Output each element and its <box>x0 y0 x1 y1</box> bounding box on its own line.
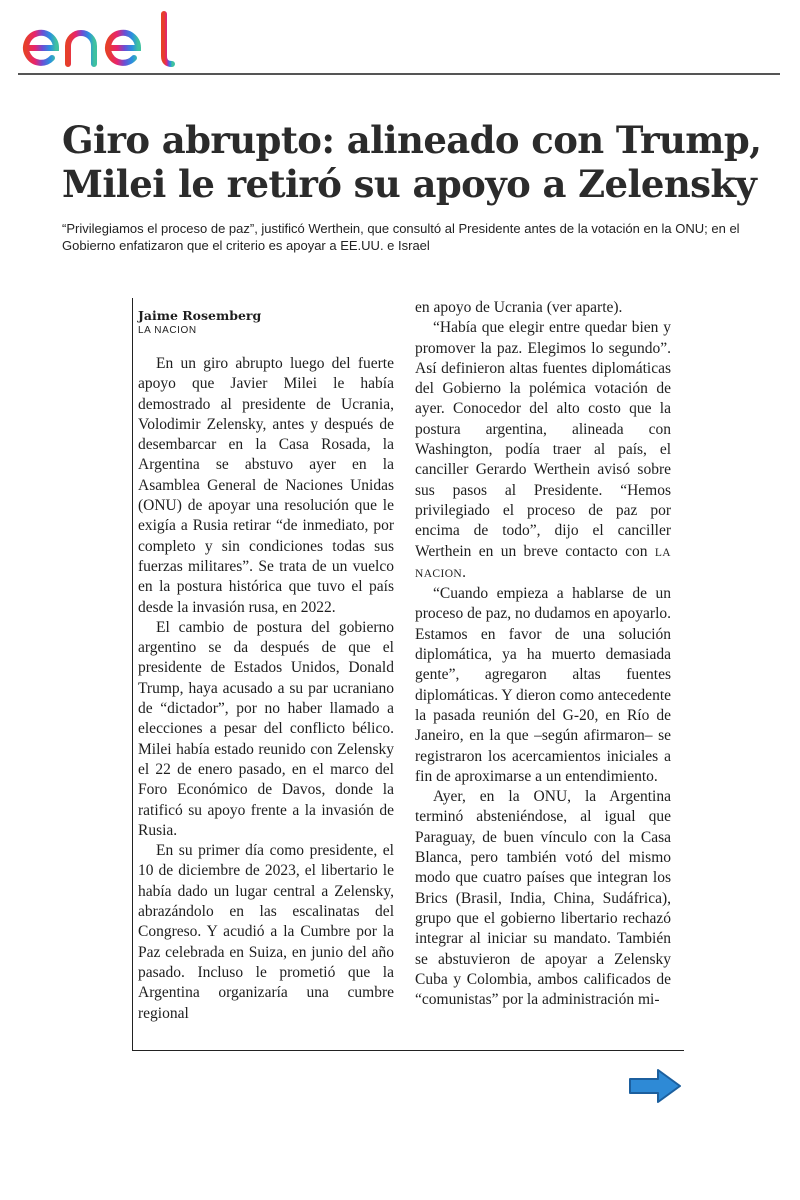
paragraph: en apoyo de Ucrania (ver aparte). <box>415 299 623 316</box>
paragraph: “Había que elegir entre quedar bien y promover la paz. Elegimos lo segundo”. Así definieron altas fuentes diplomáticas del Gobierno la polémica votación de ayer. Conocedor del alto costo que la postura argentina, alineada con Washington, podía traer al país, el canciller Gerardo Werthein avisó sobre sus pasos al Presidente. “Hemos privilegiado el proceso de paz por encima de todo”, dijo el canciller Werthein en un breve contacto con LA NACION. <box>415 319 672 581</box>
headline <box>62 118 762 206</box>
paragraph: “Cuando empieza a hablarse de un proceso de paz, no dudamos en apoyarlo. Estamos en favor de una solución diplomática, ya ha muerto demasiada gente”, agregaron altas fuentes diplomáticas. Y dieron como antecedente la pasada reunión del G-20, en Río de Janeiro, en la que –según afirmaron– se registraron los acercamientos iniciales a fin de aproximarse a un entendimiento. <box>415 585 671 785</box>
subtitle: “Privilegiamos el proceso de paz”, justificó Werthein, que consultó al Presidente antes de la votación en la ONU; en el Gobierno enfatizaron que el criterio es apoyar a EE.UU. e Israel <box>62 221 740 253</box>
byline-publication: LA NACION <box>138 325 197 336</box>
byline-author: Jaime Rosemberg <box>138 308 262 323</box>
headline-line-1: Giro abrupto: alineado con Trump, <box>62 118 762 162</box>
column-2 <box>415 298 671 1010</box>
paragraph: En su primer día como presidente, el 10 de diciembre de 2023, el libertario le había dado un lugar central a Zelensky, abrazándolo en las escalinatas del Congreso. Y acudió a la Cumbre por la Paz celebrada en Suiza, en junio del año pasado. Incluso le prometió que la Argentina organizaría una cumbre regional <box>138 842 394 1022</box>
paragraph: Ayer, en la ONU, la Argentina terminó absteniéndose, al igual que Paraguay, de buen vínculo con la Casa Blanca, pero también votó del mismo modo que cuatro países que integran los Brics (Brasil, India, China, Sudáfrica), grupo que el gobierno libertario rechazó integrar al iniciar su mandato. También se abstuvieron de apoyar a Zelensky Cuba y Colombia, ambos calificados de “comunistas” por la administración mi- <box>415 788 671 1009</box>
paragraph: El cambio de postura del gobierno argentino se da después de que el presidente de Estados Unidos, Donald Trump, haya acusado a su par ucraniano de “dictador”, por no haber llamado a elecciones a pesar del conflicto bélico. Milei había estado reunido con Zelensky el 22 de enero pasado, en el marco del Foro Económico de Davos, donde la ratificó su apoyo frente a la invasión de Rusia. <box>138 618 394 839</box>
paragraph-text: “Había que elegir entre quedar bien y promover la paz. Elegimos lo segundo”. Así definieron altas fuentes diplomáticas del Gobierno la polémica votación de ayer. Conocedor del alto costo que la postura argentina, alineada con Washington, podía traer al país, el canciller Gerardo Werthein avisó sobre sus pasos al Presidente. “Hemos privilegiado el proceso de paz por encima de todo”, dijo el canciller Werthein en un breve contacto con <box>415 319 671 560</box>
right-arrow-icon[interactable] <box>628 1068 682 1104</box>
paragraph: En un giro abrupto luego del fuerte apoyo que Javier Milei le había demostrado al presidente de Ucrania, Volodimir Zelensky, antes y después de desembarcar en la Casa Rosada, la Argentina se abstuvo ayer en la Asamblea General de Naciones Unidas (ONU) de apoyar una resolución que le exigía a Rusia retirar “de inmediato, por completo y sin condiciones todas sus fuerzas militares”. Se trata de un vuelco en la postura histórica que tuvo el país desde la invasión rusa, en 2022. <box>138 355 394 616</box>
enel-logo <box>18 6 178 72</box>
article-body <box>132 298 685 1050</box>
header-rule <box>18 73 780 75</box>
publication-mention: LA NACION <box>415 546 672 580</box>
headline-line-2: Milei le retiró su apoyo a Zelensky <box>62 162 757 206</box>
column-1 <box>138 308 394 1024</box>
article-bottom-rule <box>132 1050 684 1051</box>
